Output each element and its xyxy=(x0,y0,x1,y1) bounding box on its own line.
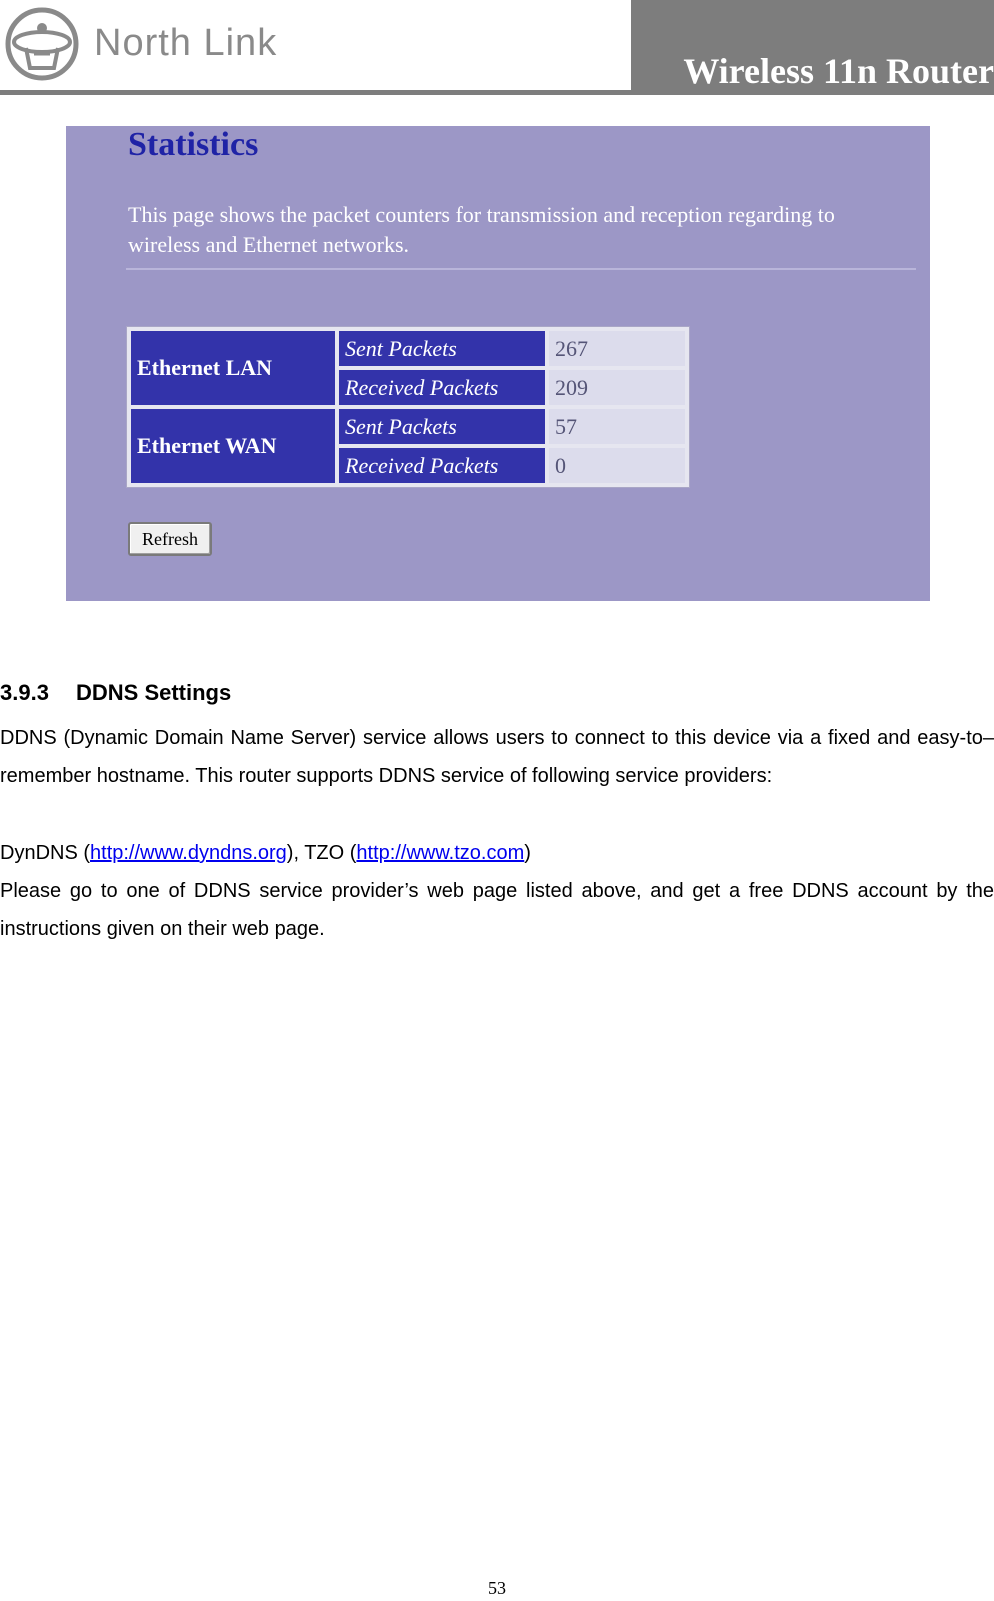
ddns-providers-line xyxy=(0,834,994,872)
header-title-box xyxy=(631,0,994,95)
document-title: Wireless 11n Router xyxy=(683,51,994,91)
dyndns-link[interactable]: http://www.dyndns.org xyxy=(90,842,287,864)
statistics-description: This page shows the packet counters for transmission and reception regarding to wireless and Ethernet networks. xyxy=(128,202,835,257)
row-value: 0 xyxy=(549,448,685,483)
section-heading xyxy=(0,680,231,706)
refresh-button[interactable]: Refresh xyxy=(128,522,212,556)
provider-end: ) xyxy=(524,842,531,864)
page-number: 53 xyxy=(488,1578,506,1598)
provider-separator: ), TZO ( xyxy=(286,842,357,864)
group-ethernet-wan: Ethernet WAN xyxy=(131,409,335,483)
router-logo-icon xyxy=(4,4,84,84)
ddns-instructions-paragraph: Please go to one of DDNS service provider’s web page listed above, and get a free DDNS account by the instructions given on their web page. xyxy=(0,880,994,940)
row-label: Received Packets xyxy=(339,370,545,405)
row-label: Received Packets xyxy=(339,448,545,483)
section-number: 3.9.3 xyxy=(0,680,49,705)
row-value: 209 xyxy=(549,370,685,405)
row-label: Sent Packets xyxy=(339,331,545,366)
section-title: DDNS Settings xyxy=(76,680,232,705)
dyndns-label: DynDNS ( xyxy=(0,842,91,864)
statistics-divider xyxy=(126,268,916,270)
tzo-link[interactable]: http://www.tzo.com xyxy=(356,842,525,864)
row-label: Sent Packets xyxy=(339,409,545,444)
row-value: 57 xyxy=(549,409,685,444)
page-header xyxy=(0,0,994,96)
table-row xyxy=(131,331,685,366)
statistics-screenshot xyxy=(66,126,930,601)
northlink-logo xyxy=(4,4,304,88)
brand-name: North Link xyxy=(94,22,278,64)
statistics-title: Statistics xyxy=(128,126,259,163)
group-ethernet-lan: Ethernet LAN xyxy=(131,331,335,405)
row-value: 267 xyxy=(549,331,685,366)
statistics-table xyxy=(126,326,690,488)
table-row xyxy=(131,409,685,444)
ddns-intro-paragraph: DDNS (Dynamic Domain Name Server) service allows users to connect to this device via a fixed and easy-to–remember hostname. This router supports DDNS service of following service providers: xyxy=(0,727,994,787)
